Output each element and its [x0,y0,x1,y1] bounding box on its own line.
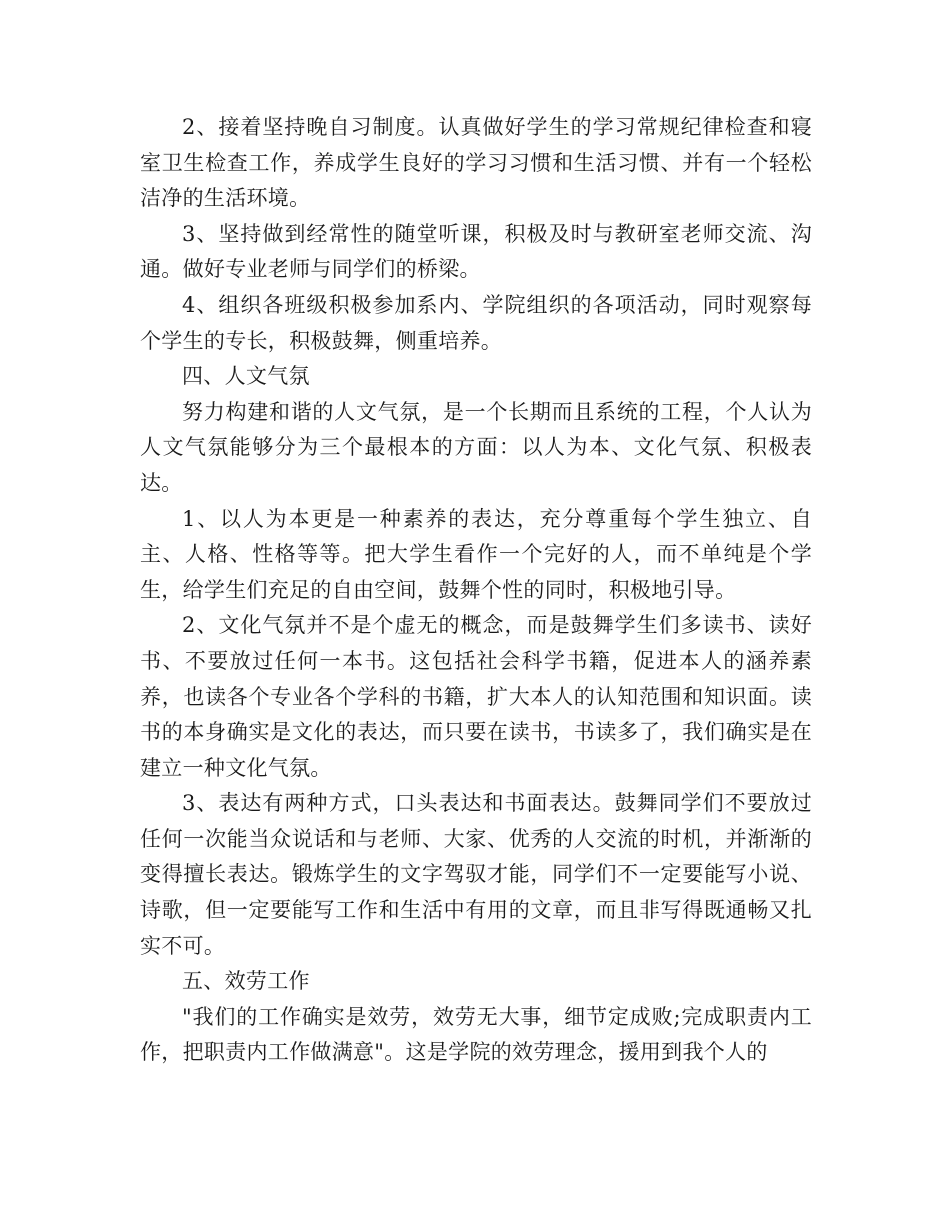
section-heading-4: 四、人文气氛 [182,364,310,389]
paragraph-7: 2、文化气氛并不是个虚无的概念，而是鼓舞学生们多读书、读好书、不要放过任何一本书。这包括社会科学书籍，促进本人的涵养素养，也读各个专业各个学科的书籍，扩大本人的认知范围和知识面。读书的本身确实是文化的表达，而只要在读书，书读多了，我们确实是在建立一种文化气氛。 [140,613,812,780]
paragraph-5: 努力构建和谐的人文气氛，是一个长期而且系统的工程，个人认为人文气氛能够分为三个最根本的方面：以人为本、文化气氛、积极表达。 [140,399,812,495]
paragraph-10: "我们的工作确实是效劳，效劳无大事，细节定成败;完成职责内工作，把职责内工作做满意"。这是学院的效劳理念，援用到我个人的 [140,1004,812,1065]
section-heading-5: 五、效劳工作 [182,969,310,994]
paragraph-1: 2、接着坚持晚自习制度。认真做好学生的学习常规纪律检查和寝室卫生检查工作，养成学生良好的学习习惯和生活习惯、并有一个轻松洁净的生活环境。 [140,115,812,211]
document-body [140,110,812,1071]
paragraph-2: 3、坚持做到经常性的随堂听课，积极及时与教研室老师交流、沟通。做好专业老师与同学们的桥梁。 [140,221,812,282]
paragraph-8: 3、表达有两种方式，口头表达和书面表达。鼓舞同学们不要放过任何一次能当众说话和与老师、大家、优秀的人交流的时机，并渐渐的变得擅长表达。锻炼学生的文字驾驭才能，同学们不一定要能写小说、诗歌，但一定要能写工作和生活中有用的文章，而且非写得既通畅又扎实不可。 [140,791,812,958]
paragraph-6: 1、以人为本更是一种素养的表达，充分尊重每个学生独立、自主、人格、性格等等。把大学生看作一个完好的人，而不单纯是个学生，给学生们充足的自由空间，鼓舞个性的同时，积极地引导。 [140,506,812,602]
paragraph-3: 4、组织各班级积极参加系内、学院组织的各项活动，同时观察每个学生的专长，积极鼓舞，侧重培养。 [140,292,812,353]
